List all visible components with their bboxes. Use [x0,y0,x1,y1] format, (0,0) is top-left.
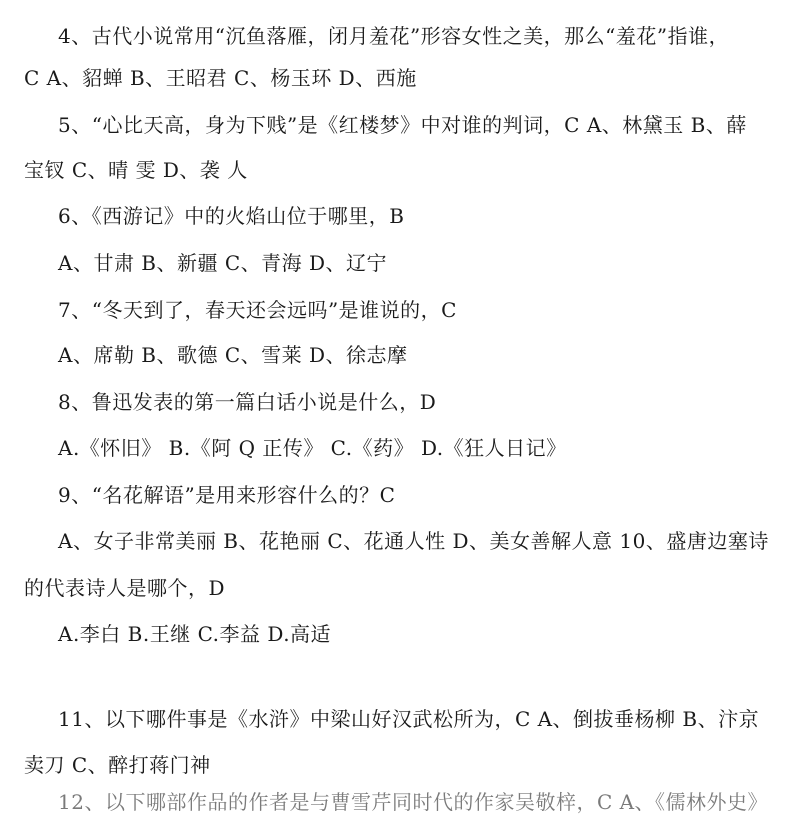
question-5-line-2: 宝钗 C、晴 雯 D、袭 人 [24,158,248,182]
question-7-options: A、席勒 B、歌德 C、雪莱 D、徐志摩 [58,343,408,367]
question-10-line-2: 的代表诗人是哪个，D [24,576,226,600]
question-10-options: A.李白 B.王继 C.李益 D.高适 [58,622,332,646]
question-5-line-1: 5、“心比天高，身为下贱”是《红楼梦》中对谁的判词，C A、林黛玉 B、薛 [58,113,747,137]
question-4-line-1: 4、古代小说常用“沉鱼落雁，闭月羞花”形容女性之美，那么“羞花”指谁， [58,24,730,48]
question-9-line-1: 9、“名花解语”是用来形容什么的？C [58,483,396,507]
question-8-line-1: 8、鲁迅发表的第一篇白话小说是什么，D [58,390,437,414]
question-4-line-2: C A、貂蝉 B、王昭君 C、杨玉环 D、西施 [24,66,417,90]
question-11-line-1: 11、以下哪件事是《水浒》中梁山好汉武松所为，C A、倒拔垂杨柳 B、汴京 [58,707,760,731]
question-8-options: A.《怀旧》 B.《阿 Q 正传》 C.《药》 D.《狂人日记》 [58,436,567,460]
cut-off-line-container [0,788,800,814]
question-12-line-1-partial: 12、以下哪部作品的作者是与曹雪芹同时代的作家吴敬梓，C A、《儒林外史》 [58,790,769,814]
question-9-options: A、女子非常美丽 B、花艳丽 C、花通人性 D、美女善解人意 10、盛唐边塞诗 [58,529,769,553]
question-6-options: A、甘肃 B、新疆 C、青海 D、辽宁 [58,251,388,275]
question-11-line-2: 卖刀 C、醉打蒋门神 [24,753,211,777]
question-7-line-1: 7、“冬天到了，春天还会远吗”是谁说的，C [58,298,457,322]
question-6-line-1: 6、《西游记》中的火焰山位于哪里，B [58,204,405,228]
